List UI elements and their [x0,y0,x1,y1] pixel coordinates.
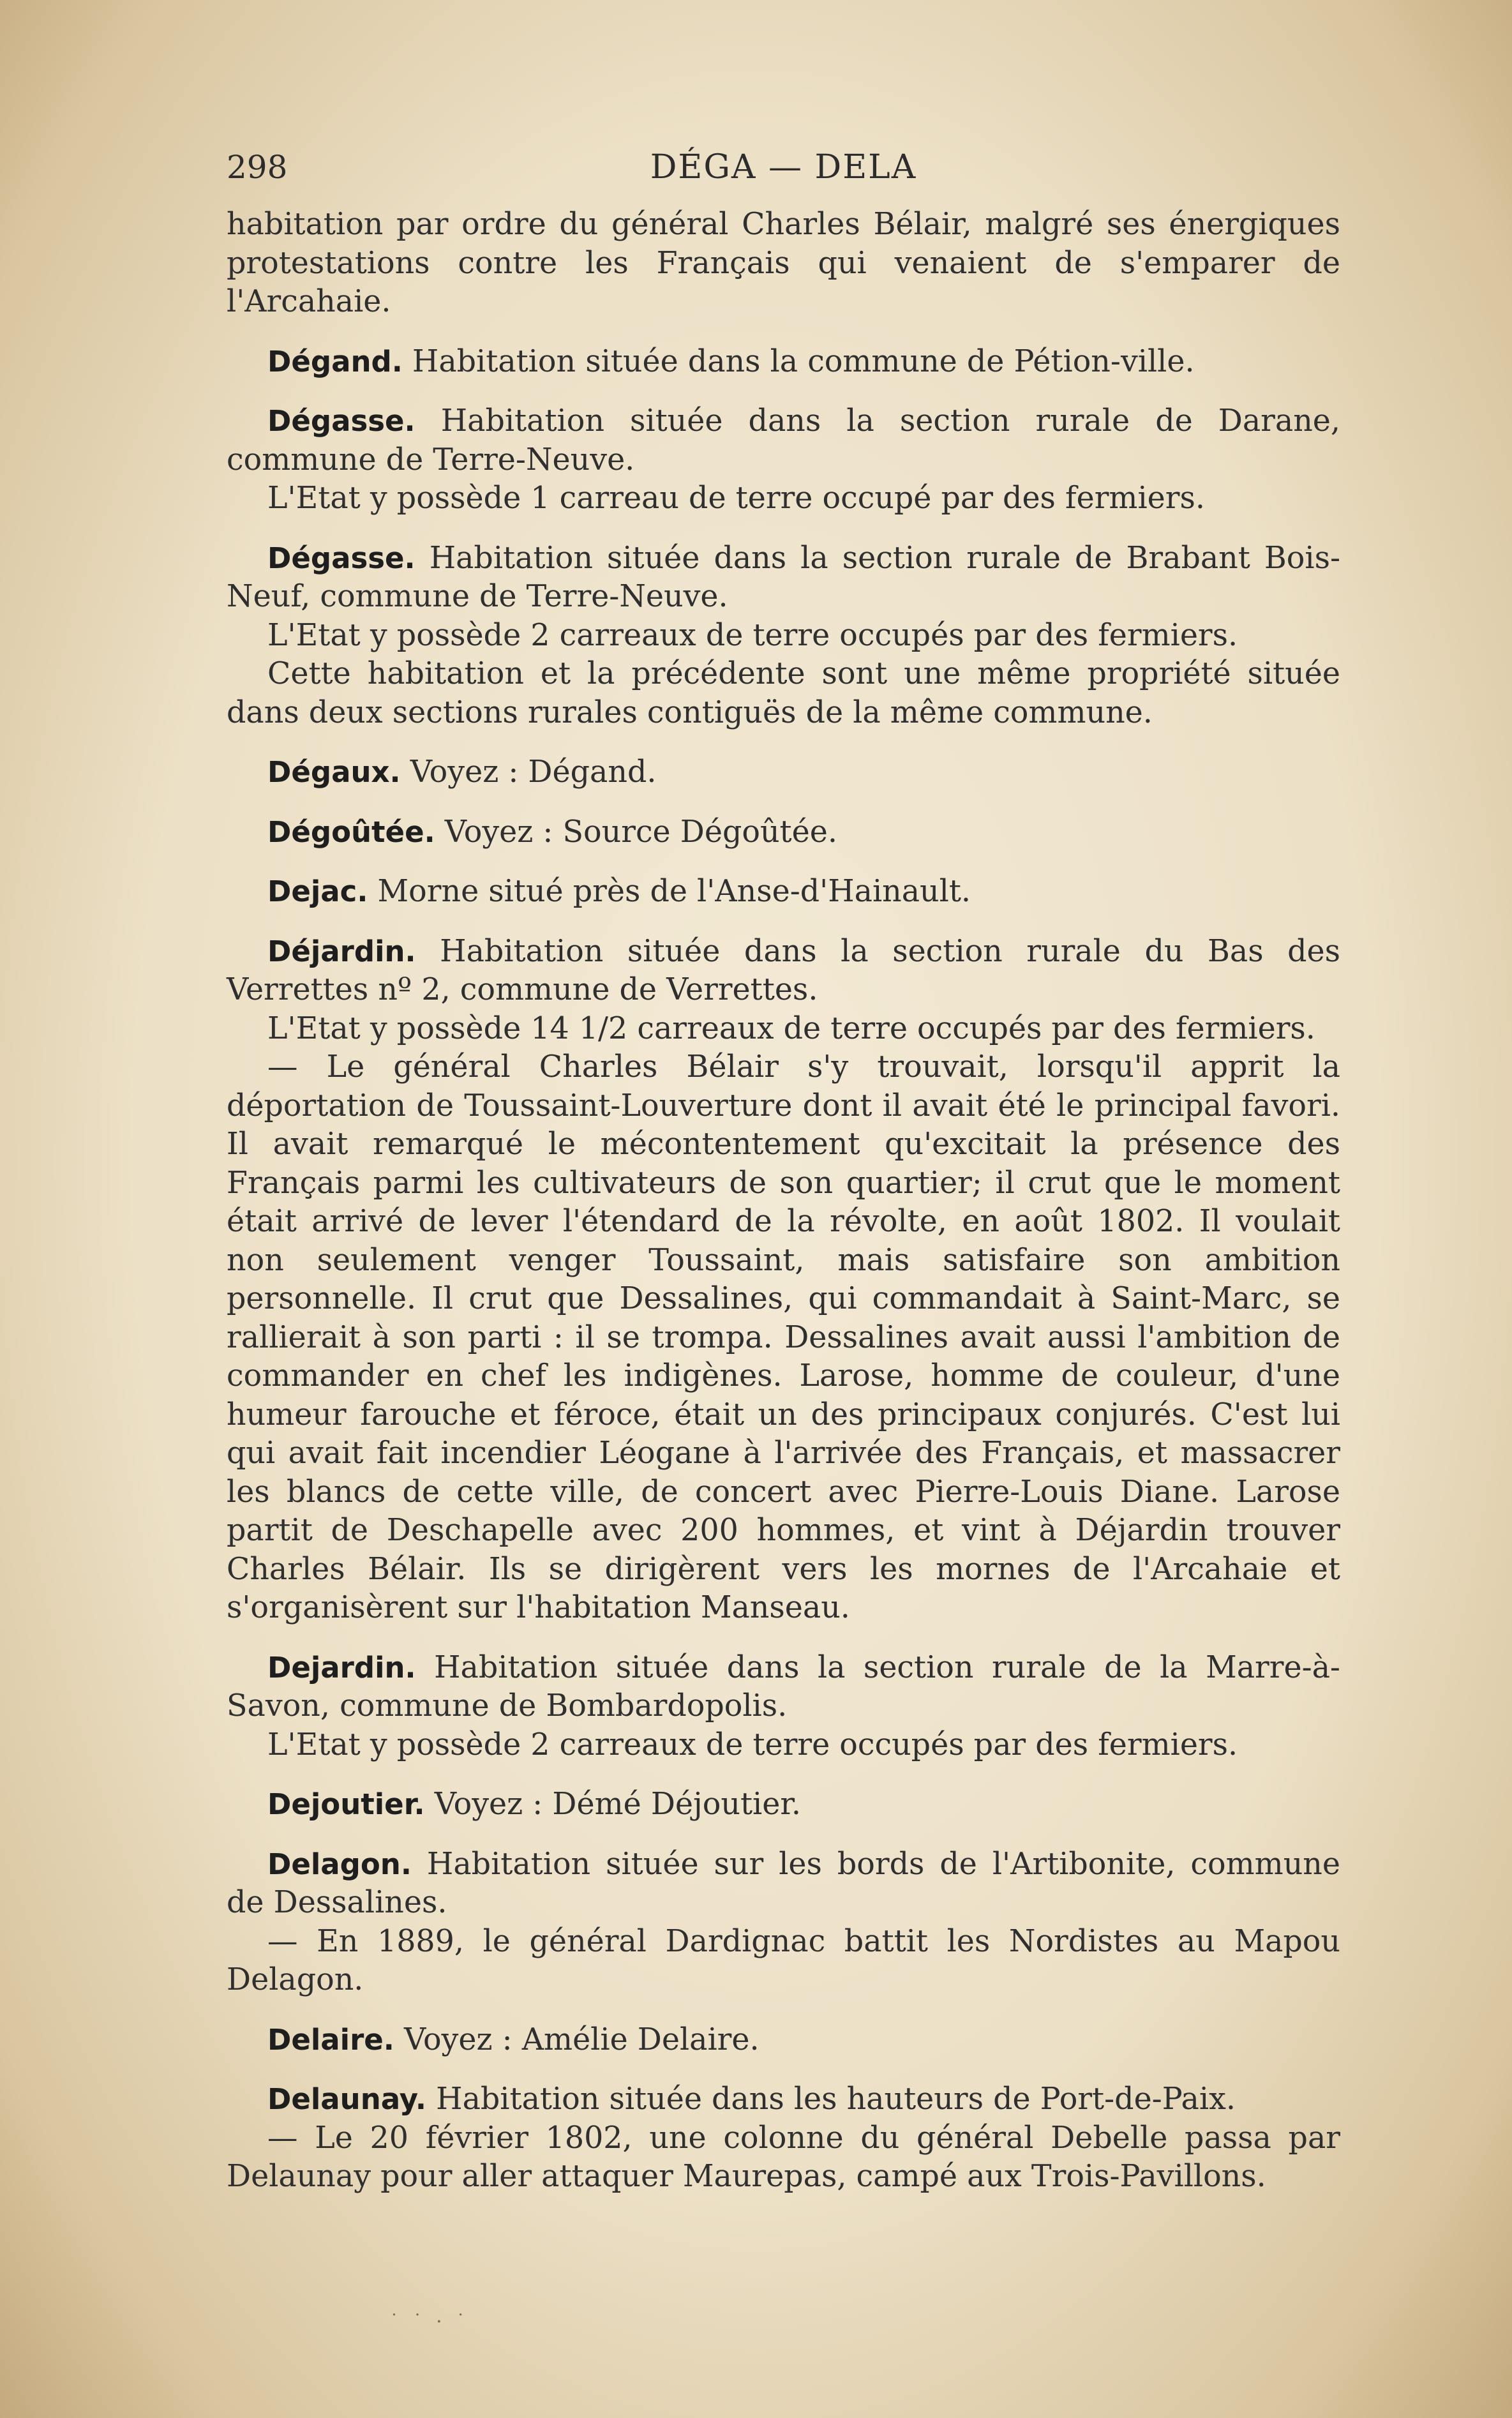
entry-headword: Delagon. [267,1847,412,1881]
entry-paragraph [227,1785,1340,1824]
dictionary-entry [227,402,1340,518]
entry-paragraph [227,402,1340,479]
entry-text: Voyez : Amélie Delaire. [404,2022,760,2057]
entry-text: Voyez : Démé Déjoutier. [434,1787,801,1822]
entry-text: Morne situé près de l'Anse-d'Hainault. [377,874,971,909]
entry-paragraph [227,655,1340,732]
entry-headword: Delaire. [267,2022,394,2057]
entry-paragraph [227,1726,1340,1765]
entry-headword: Dégasse. [267,541,415,575]
entry-text: Habitation située dans la section rurale de Darane, commune de Terre-Neuve. [227,403,1340,477]
page-header [227,148,1340,193]
entry-paragraph [227,753,1340,792]
entry-headword: Dejardin. [267,1650,416,1685]
dictionary-entries [227,206,1340,2218]
entry-text: Voyez : Source Dégoûtée. [444,814,837,850]
entry-paragraph [227,873,1340,912]
entry-paragraph [227,2021,1340,2060]
entry-paragraph [227,479,1340,518]
dictionary-entry [227,539,1340,733]
dictionary-entry [227,2021,1340,2060]
dictionary-entry [227,1649,1340,1765]
entry-text: Habitation située dans la section rurale de la Marre-à-Savon, commune de Bombardopolis. [227,1649,1340,1723]
entry-text: — Le 20 février 1802, une colonne du général Debelle passa par Delaunay pour aller attaquer Maurepas, campé aux Trois-Pavillons. [227,2120,1340,2194]
entry-headword: Delaunay. [267,2082,427,2116]
entry-paragraph [227,1923,1340,2000]
dictionary-entry [227,873,1340,912]
entry-paragraph [227,1048,1340,1628]
entry-headword: Dejoutier. [267,1787,425,1821]
entry-headword: Dejac. [267,875,368,908]
dictionary-entry [227,2080,1340,2196]
dictionary-entry [227,753,1340,792]
entry-paragraph [227,813,1340,852]
entry-headword: Dégoûtée. [267,815,435,849]
entry-paragraph [227,343,1340,382]
entry-text: Habitation située dans la section rurale du Bas des Verrettes nº 2, commune de Verrettes. [227,933,1341,1007]
entry-paragraph [227,2080,1340,2119]
page-specks-decoration: ˙ ˙ · ˙ [389,2311,470,2333]
dictionary-entry [227,1785,1340,1824]
entry-text: Habitation située dans les hauteurs de Port-de-Paix. [436,2082,1236,2117]
dictionary-entry [227,343,1340,382]
entry-paragraph [227,1010,1340,1049]
entry-text: L'Etat y possède 2 carreaux de terre occupés par des fermiers. [267,617,1238,653]
entry-paragraph [227,2119,1340,2196]
entry-text: habitation par ordre du général Charles Bélair, malgré ses énergiques protestations contre les Français qui venaient de s'emparer de l'Arcahaie. [227,207,1340,319]
entry-text: Habitation située dans la section rurale de Brabant Bois-Neuf, commune de Terre-Neuve. [227,540,1341,614]
dictionary-entry [227,206,1340,322]
running-title: DÉGA — DELA [650,148,917,186]
dictionary-entry [227,933,1340,1628]
entry-headword: Dégaux. [267,755,401,789]
entry-headword: Dégasse. [267,404,415,438]
entry-paragraph [227,206,1340,322]
entry-paragraph [227,933,1340,1010]
dictionary-entry [227,1845,1340,2000]
dictionary-entry [227,813,1340,852]
entry-text: L'Etat y possède 1 carreau de terre occupé par des fermiers. [267,481,1205,516]
entry-text: — Le général Charles Bélair s'y trouvait, lorsqu'il apprit la déportation de Toussaint-Louverture dont il avait été le principal favori. Il avait remarqué le mécontentement qu'excitait la présence des Français parmi les cultivateurs de son quartier; il crut que le moment était arrivé de lever l'étendard de la révolte, en août 1802. Il voulait non seulement venger Toussaint, mais satisfaire son ambition personnelle. Il crut que Dessalines, qui commandait à Saint-Marc, se rallierait à son parti : il se trompa. Dessalines avait aussi l'ambition de commander en chef les indigènes. Larose, homme de couleur, d'une humeur farouche et féroce, était un des principaux conjurés. C'est lui qui avait fait incendier Léogane à l'arrivée des Français, et massacrer les blancs de cette ville, de concert avec Pierre-Louis Diane. Larose partit de Deschapelle avec 200 hommes, et vint à Déjardin trouver Charles Bélair. Ils se dirigèrent vers les mornes de l'Arcahaie et s'organisèrent sur l'habitation Manseau. [227,1049,1340,1625]
page-number: 298 [227,149,288,186]
entry-paragraph [227,1649,1340,1726]
entry-paragraph [227,1845,1340,1923]
entry-text: Cette habitation et la précédente sont une même propriété située dans deux sections rurales contiguës de la même commune. [227,656,1340,730]
entry-paragraph [227,539,1340,617]
entry-text: L'Etat y possède 14 1/2 carreaux de terre occupés par des fermiers. [267,1010,1315,1046]
entry-text: Habitation située sur les bords de l'Artibonite, commune de Dessalines. [227,1846,1340,1920]
entry-headword: Dégand. [267,344,403,379]
entry-text: L'Etat y possède 2 carreaux de terre occupés par des fermiers. [267,1727,1238,1762]
entry-text: Habitation située dans la commune de Pétion-ville. [412,343,1195,379]
entry-paragraph [227,617,1340,656]
entry-text: — En 1889, le général Dardignac battit les Nordistes au Mapou Delagon. [227,1923,1340,1997]
entry-text: Voyez : Dégand. [410,755,657,790]
entry-headword: Déjardin. [267,934,416,968]
